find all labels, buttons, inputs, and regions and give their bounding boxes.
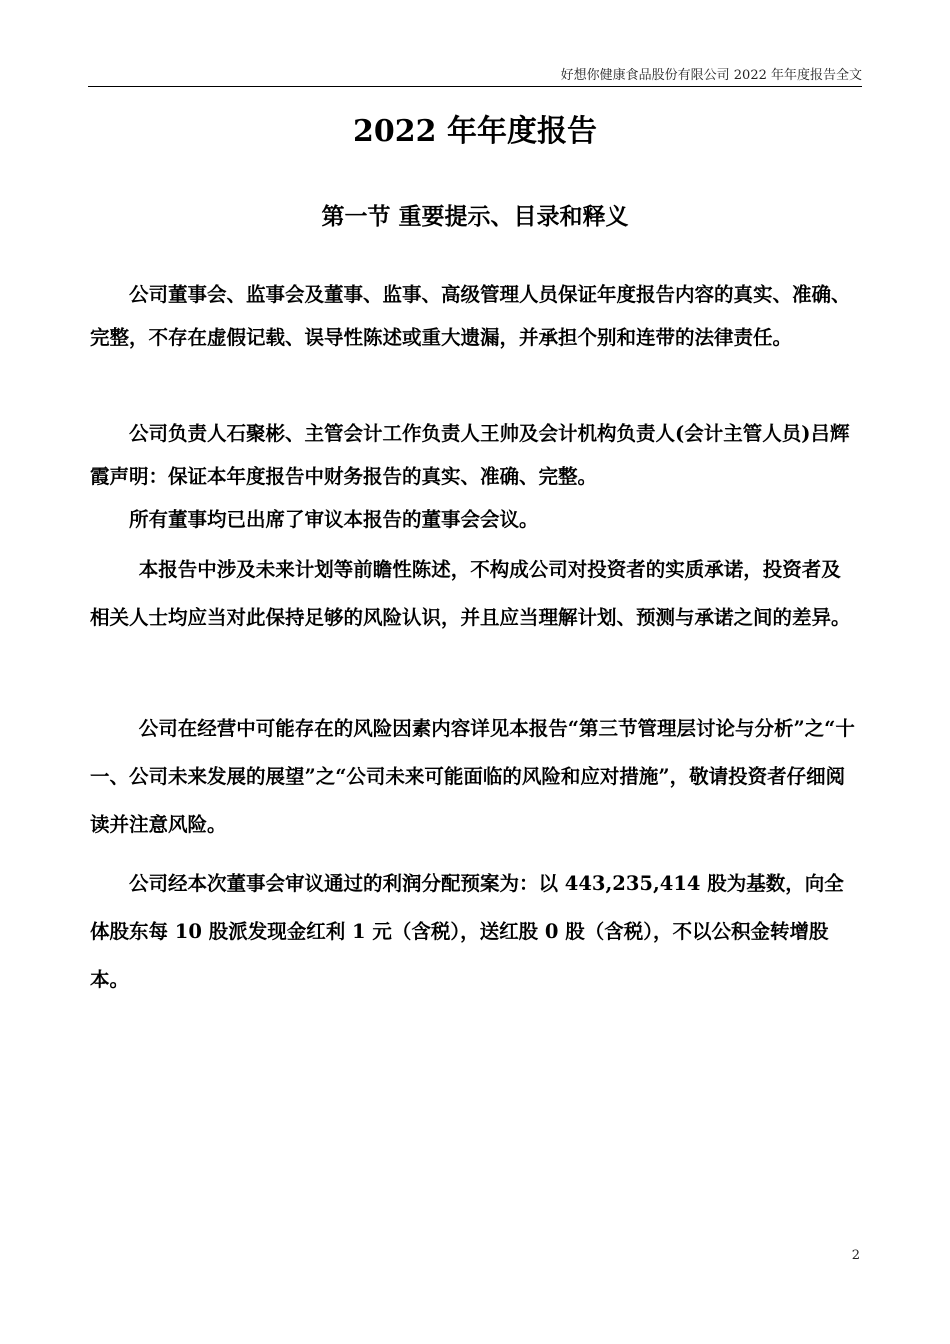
- paragraph-risk-factors: 公司在经营中可能存在的风险因素内容详见本报告“第三节管理层讨论与分析”之“十一、公司未来发展的展望”之“公司未来可能面临的风险和应对措施”，敬请投资者仔细阅读并注意风险。: [90, 717, 855, 836]
- header-rule: [88, 86, 862, 87]
- paragraph-board-guarantee: 公司董事会、监事会及董事、监事、高级管理人员保证年度报告内容的真实、准确、完整，不存在虚假记载、误导性陈述或重大遗漏，并承担个别和连带的法律责任。: [90, 283, 851, 349]
- paragraph-profit-distribution: 公司经本次董事会审议通过的利润分配预案为：以 443,235,414 股为基数，向全体股东每 10 股派发现金红利 1 元（含税），送红股 0 股（含税），不以公积金转增股本。: [90, 872, 844, 991]
- section-heading: 第一节 重要提示、目录和释义: [321, 203, 629, 230]
- paragraph-forward-looking: 本报告中涉及未来计划等前瞻性陈述，不构成公司对投资者的实质承诺，投资者及相关人士均应当对此保持足够的风险认识，并且应当理解计划、预测与承诺之间的差异。: [90, 558, 851, 629]
- paragraph-directors-attendance: 所有董事均已出席了审议本报告的董事会会议。: [129, 508, 539, 531]
- running-header: 好想你健康食品股份有限公司 2022 年年度报告全文: [560, 68, 862, 83]
- document-title: 2022 年年度报告: [353, 114, 597, 149]
- paragraph-responsible-persons: 公司负责人石聚彬、主管会计工作负责人王帅及会计机构负责人(会计主管人员)吕辉霞声明：保证本年度报告中财务报告的真实、准确、完整。: [90, 422, 850, 488]
- page-number: 2: [851, 1248, 860, 1263]
